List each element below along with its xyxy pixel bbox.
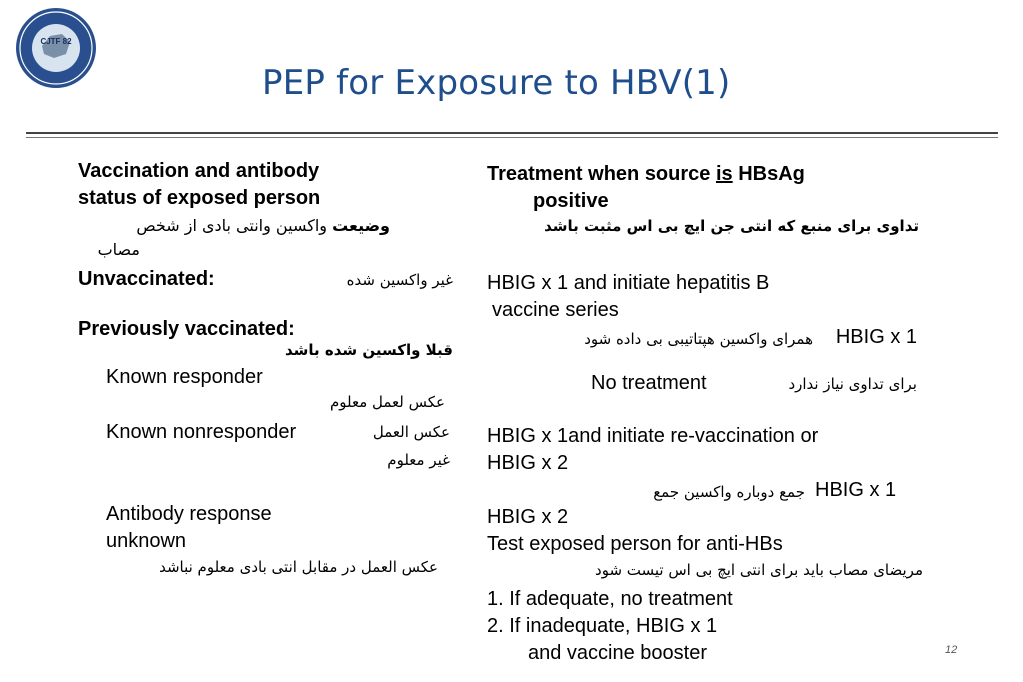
right-header-is: is — [715, 163, 733, 185]
list-item-adequate: 1. If adequate, no treatment — [487, 588, 733, 610]
previously-vaccinated-fa: قبلا واکسین شده باشد — [284, 341, 453, 359]
antibody-unknown-line2: unknown — [106, 530, 187, 552]
unvaccinated-treatment-hbig: HBIG x 1 — [835, 326, 917, 348]
unvaccinated-fa: غیر واکسین شده — [346, 271, 453, 289]
page-title: PEP for Exposure to HBV(1) — [262, 63, 731, 103]
unknown-treatment-line1: HBIG x 2 — [487, 506, 569, 528]
list-item-inadequate: 2. If inadequate, HBIG x 1 — [487, 615, 718, 637]
divider — [26, 132, 998, 134]
antibody-unknown-fa: عکس العمل در مقابل انتی بادی معلوم نباشد — [159, 558, 438, 576]
list-item-inadequate-cont: and vaccine booster — [528, 642, 708, 664]
unvaccinated-label: Unvaccinated: — [78, 268, 215, 290]
responder-treatment: No treatment — [591, 372, 707, 394]
left-header-fa-bold: وضیعت — [332, 216, 390, 235]
page-number: 12 — [945, 644, 958, 656]
unvaccinated-treatment-fa-line — [836, 326, 917, 349]
nonresponder-treatment-line1: HBIG x 1and initiate re-vaccination or — [487, 425, 819, 447]
left-header-fa-line2: مصاب — [97, 240, 140, 259]
previously-vaccinated-label: Previously vaccinated: — [78, 318, 295, 340]
left-header-fa-rest: واکسین وانتی بادی از شخص — [136, 216, 327, 235]
unknown-treatment-fa: مریضای مصاب باید برای انتی ایچ بی اس تیست شود — [595, 561, 923, 579]
logo-text: CJTF 82 — [40, 37, 72, 46]
right-header-fa: تداوی برای منبع که انتی جن ایچ بی اس مثبت باشد — [544, 217, 919, 235]
known-nonresponder-fa1: عکس العمل — [372, 423, 450, 441]
unvaccinated-treatment-line1: HBIG x 1 and initiate hepatitis B — [487, 272, 770, 294]
known-nonresponder: Known nonresponder — [106, 421, 297, 443]
nonresponder-treatment-line2: HBIG x 2 — [487, 452, 569, 474]
responder-treatment-fa: برای تداوی نیاز ندارد — [788, 375, 917, 393]
known-responder: Known responder — [106, 366, 263, 388]
unknown-treatment-line2: Test exposed person for anti-HBs — [487, 533, 783, 555]
left-header-line1: Vaccination and antibody — [78, 160, 320, 182]
right-header-line2: positive — [533, 190, 609, 212]
nonresponder-treatment-hbig: HBIG x 1 — [815, 479, 897, 501]
nonresponder-treatment-fa: جمع دوباره واکسین جمع — [653, 483, 805, 501]
left-header-fa — [136, 216, 390, 235]
divider — [26, 137, 998, 138]
right-header-post: HBsAg — [732, 163, 805, 185]
known-responder-fa: عکس لعمل معلوم — [329, 393, 445, 411]
unvaccinated-treatment-line2: vaccine series — [492, 299, 619, 321]
cjtf-82-logo — [14, 6, 98, 90]
left-header-line2: status of exposed person — [78, 187, 321, 209]
right-header-pre: Treatment when source — [487, 163, 716, 185]
unvaccinated-treatment-fa: همرای واکسین هپتاتیبی بی داده شود — [584, 330, 813, 348]
known-nonresponder-fa2: غیر معلوم — [387, 451, 450, 469]
antibody-unknown-line1: Antibody response — [106, 503, 272, 525]
right-header-line1 — [487, 163, 805, 186]
